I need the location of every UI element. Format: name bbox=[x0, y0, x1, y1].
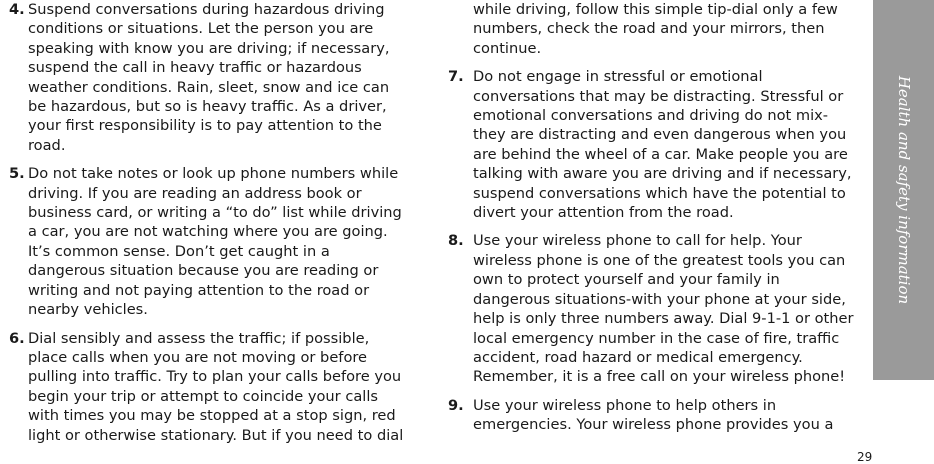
list-item-6 bbox=[9, 329, 407, 445]
item-number: 8. bbox=[448, 232, 464, 250]
item-text: Do not take notes or look up phone numbers while driving. If you are reading an address book or business card, or writing a “to do” list while driving a car, you are not watching where you are going. It’s common sense. Don’t get caught in a dangerous situation because you are reading or writing and not paying attention to the road or nearby vehicles. bbox=[28, 165, 402, 319]
continued-text: while driving, follow this simple tip-dial only a few numbers, check the road and your mirrors, then continue. bbox=[473, 1, 838, 57]
item-number: 5. bbox=[9, 165, 25, 183]
section-tab-label: Health and safety information bbox=[894, 75, 913, 305]
item-number: 7. bbox=[448, 68, 464, 86]
item-text: Use your wireless phone to help others in emergencies. Your wireless phone provides you a bbox=[473, 396, 834, 434]
list-item-8 bbox=[448, 231, 856, 386]
list-item-9 bbox=[448, 396, 856, 435]
list-item-5 bbox=[9, 164, 407, 319]
item-text: Use your wireless phone to call for help. Your wireless phone is one of the greatest tools you can own to protect yourself and your family in dangerous situations-with your phone at your side, help is only three numbers away. Dial 9-1-1 or other local emergency number in the case of fire, traffic accident, road hazard or medical emergency. Remember, it is a free call on your wireless phone! bbox=[473, 232, 854, 386]
list-item-4 bbox=[9, 0, 407, 155]
item-number: 6. bbox=[9, 329, 25, 347]
item-text: Dial sensibly and assess the traffic; if possible, place calls when you are not moving or before pulling into traffic. Try to plan your calls before you begin your trip or attempt to coincide your calls with times you may be stopped at a stop sign, red light or otherwise stationary. But if you need to dial bbox=[28, 329, 404, 444]
list-item-7 bbox=[448, 67, 856, 222]
right-column bbox=[448, 0, 856, 444]
item-number: 9. bbox=[448, 396, 464, 414]
left-column bbox=[9, 0, 407, 454]
item-text: Suspend conversations during hazardous driving conditions or situations. Let the person you are speaking with know you are driving; if necessary, suspend the call in heavy traffic or hazardous weather conditions. Rain, sleet, snow and ice can be hazardous, but so is heavy traffic. As a driver, your first responsibility is to pay attention to the road. bbox=[28, 1, 390, 154]
item-number: 4. bbox=[9, 1, 25, 18]
item-text: Do not engage in stressful or emotional conversations that may be distracting. Stressful or emotional conversations and driving do not mix-they are distracting and even dangerous when you are behind the wheel of a car. Make people you are talking with aware you are driving and if necessary, suspend conversations which have the potential to divert your attention from the road. bbox=[473, 68, 852, 222]
section-tab bbox=[873, 0, 934, 380]
page-number: 29 bbox=[857, 450, 873, 464]
